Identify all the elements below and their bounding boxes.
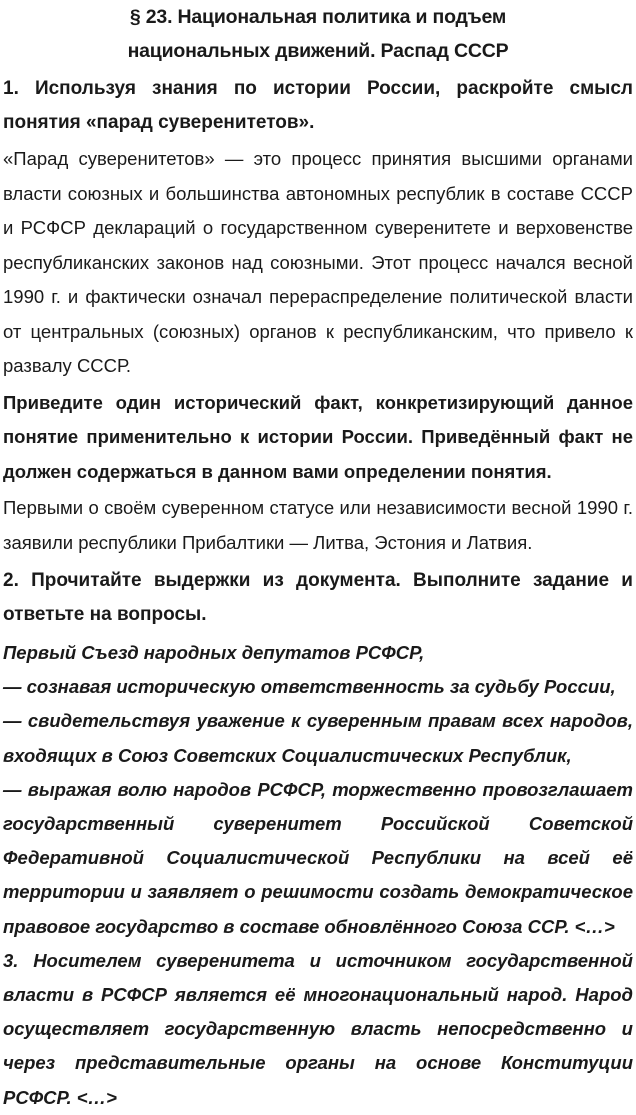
section-title-line1: § 23. Национальная политика и подъем: [129, 6, 507, 28]
question-2: 2. Прочитайте выдержки из документа. Выполните задание и ответьте на вопросы.: [3, 570, 633, 625]
excerpt-paragraph: 3. Носителем суверенитета и источником государственной власти в РСФСР является её многонациональный народ. Народ осуществляет государственную власть непосредственно и через представительные органы на основе Конституции РСФСР. <…>: [3, 949, 633, 1108]
section-title-line2: национальных движений. Распад СССР: [127, 40, 509, 62]
section-title: [3, 0, 633, 68]
question-1-task: Приведите один исторический факт, конкретизирующий данное понятие применительно к истории России. Приведённый факт не должен содержаться в данном вами определении понятия.: [3, 391, 633, 482]
answer-1-fact: Первыми о своём суверенном статусе или независимости весной 1990 г. заявили республики Прибалтики — Литва, Эстония и Латвия.: [3, 497, 633, 553]
document-excerpt: [3, 636, 633, 1115]
excerpt-paragraph: — сознавая историческую ответственность за судьбу России,: [3, 676, 616, 698]
excerpt-paragraph: Первый Съезд народных депутатов РСФСР,: [3, 642, 425, 663]
excerpt-paragraph: — свидетельствуя уважение к суверенным правам всех народов, входящих в Союз Советских Социалистических Республик,: [3, 710, 633, 766]
question-1: 1. Используя знания по истории России, раскройте смысл понятия «парад суверенитетов».: [3, 78, 633, 133]
excerpt-paragraph: — выражая волю народов РСФСР, торжественно провозглашает государственный суверенитет Российской Советской Федеративной Социалистической Республики на всей её территории и заявляет о решимости создать демократическое правовое государство в составе обновлённого Союза ССР. <…>: [3, 778, 633, 937]
answer-1-definition: «Парад суверенитетов» — это процесс принятия высшими органами власти союзных и большинства автономных республик в составе СССР и РСФСР деклараций о государственном суверенитете и верховенстве республиканских законов над союзными. Этот процесс начался весной 1990 г. и фактически означал перераспределение политической власти от центральных (союзных) органов к республиканским, что привело к развалу СССР.: [3, 148, 633, 376]
